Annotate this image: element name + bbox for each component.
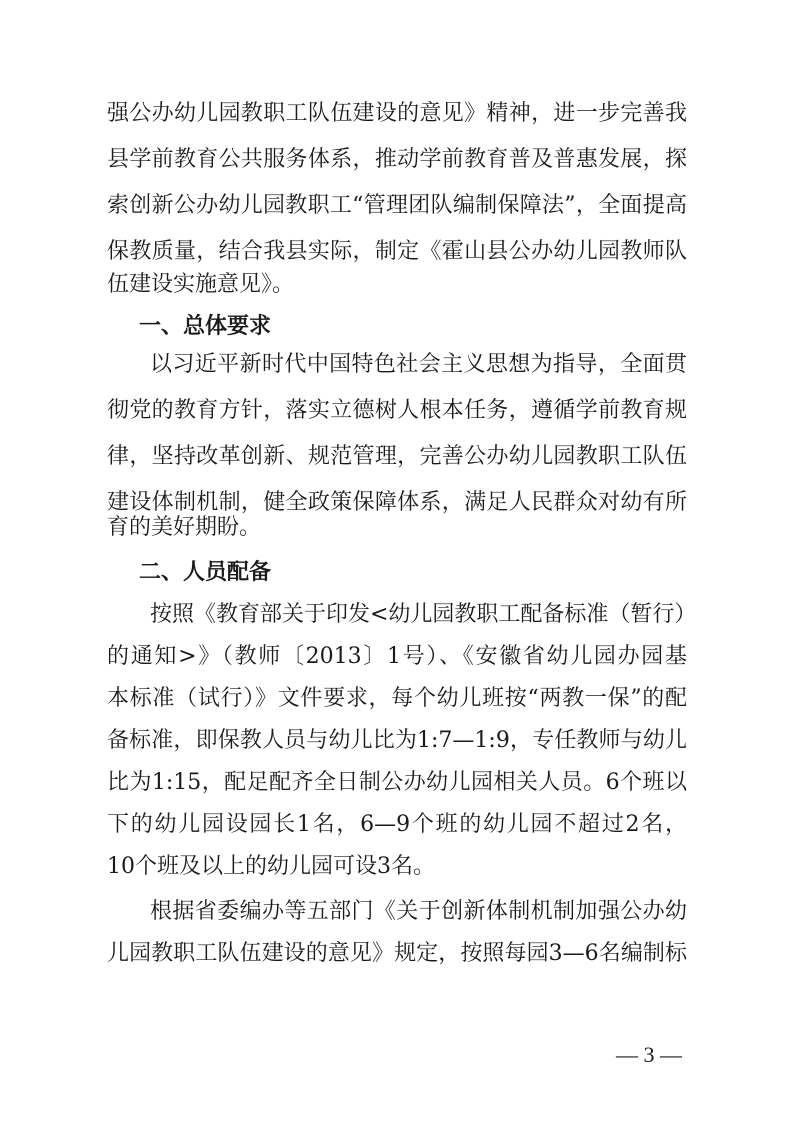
body-text-line: 比为1:15，配足配齐全日制公办幼儿园相关人员。6个班以: [107, 770, 687, 795]
body-text-line: 下的幼儿园设园长1名，6—9个班的幼儿园不超过2名，: [107, 812, 687, 837]
body-text-line: 强公办幼儿园教职工队伍建设的意见》精神，进一步完善我: [107, 101, 687, 126]
body-text-line: 律，坚持改革创新、规范管理，完善公办幼儿园教职工队伍: [107, 444, 687, 469]
section-heading: 一、总体要求: [139, 314, 272, 339]
body-text-line: 根据省委编办等五部门《关于创新体制机制加强公办幼: [150, 899, 687, 924]
body-text-line: 县学前教育公共服务体系，推动学前教育普及普惠发展，探: [107, 147, 687, 172]
body-text-line: 备标准，即保教人员与幼儿比为1:7—1:9，专任教师与幼儿: [107, 728, 687, 753]
body-text-line: 以习近平新时代中国特色社会主义思想为指导，全面贯: [150, 352, 687, 377]
body-text-line: 建设体制机制，健全政策保障体系，满足人民群众对幼有所: [107, 490, 687, 515]
body-text-line: 索创新公办幼儿园教职工“管理团队编制保障法”，全面提高: [107, 193, 687, 218]
body-text-line: 保教质量，结合我县实际，制定《霍山县公办幼儿园教师队: [107, 239, 687, 264]
body-text-line: 按照《教育部关于印发<幼儿园教职工配备标准（暂行）: [150, 602, 697, 627]
body-text-line: 儿园教职工队伍建设的意见》规定，按照每园3—6名编制标: [107, 941, 687, 966]
body-text-line: 育的美好期盼。: [107, 515, 262, 540]
body-text-line: 彻党的教育方针，落实立德树人根本任务，遵循学前教育规: [107, 398, 687, 423]
body-text-line: 的通知>》（教师〔2013〕1号）、《安徽省幼儿园办园基: [107, 644, 687, 669]
body-text-line: 本标准（试行）》文件要求，每个幼儿班按“两教一保”的配: [107, 686, 687, 711]
body-text-line: 伍建设实施意见》。: [107, 272, 295, 297]
body-text-line: 10个班及以上的幼儿园可设3名。: [107, 854, 435, 879]
page-number: — 3 —: [616, 1042, 682, 1067]
section-heading: 二、人员配备: [139, 560, 272, 585]
